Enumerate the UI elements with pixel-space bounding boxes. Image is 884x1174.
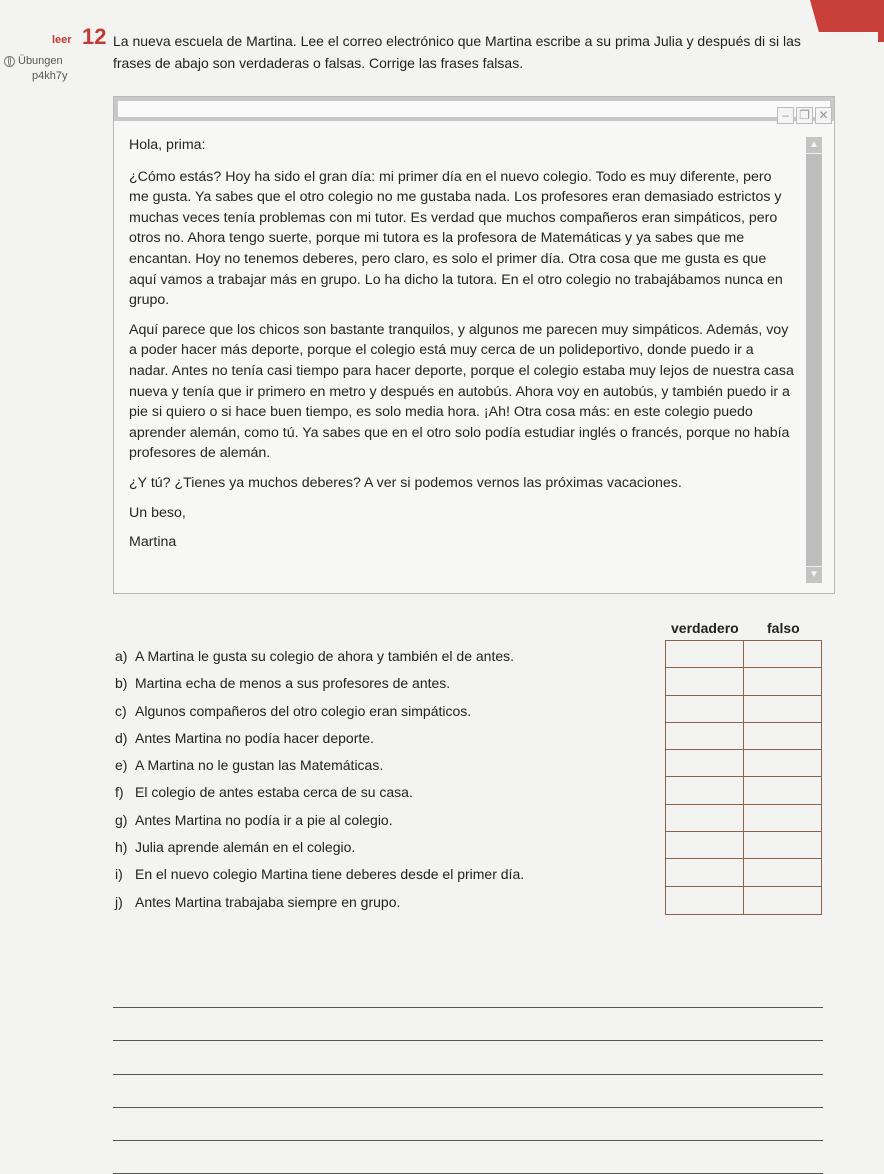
email-greeting: Hola, prima: xyxy=(129,137,206,153)
exercise-instruction: La nueva escuela de Martina. Lee el correo electrónico que Martina escribe a su prima Julia y después di si las frases de abajo son verdaderas o falsas. Corrige las frases falsas. xyxy=(113,33,801,71)
grid-row xyxy=(666,750,821,777)
email-paragraph: ¿Cómo estás? Hoy ha sido el gran día: mi primer día en el nuevo colegio. Todo es muy diferente, pero me gusta. Ya sabes que el otro colegio no me gustaba nada. Los profesores eran demasiado estrictos y muchas veces tenía problemas con mi tutor. Es verdad que muchos compañeros eran simpáticos, pero otros no. Ahora tengo suerte, porque mi tutora es la profesora de Matemáticas y ya sabes que me encantan. Hoy no tenemos deberes, pero claro, es solo el primer día. Otra cosa que me gusta es que aquí vamos a trabajar más en grupo. Lo ha dicho la tutora. En el otro colegio no trabajábamos nunca en grupo. xyxy=(129,168,783,309)
scroll-up-icon[interactable]: ▲ xyxy=(806,137,822,154)
online-code: p4kh7y xyxy=(32,70,68,82)
statement-item xyxy=(115,863,524,890)
statement-item xyxy=(115,781,524,808)
page-corner-tab-edge xyxy=(878,28,884,42)
statement-label: h) xyxy=(115,839,128,856)
exercise-number: 12 xyxy=(82,24,107,49)
answer-line[interactable] xyxy=(113,1041,823,1074)
statement-item xyxy=(115,891,524,918)
email-body xyxy=(129,135,794,562)
answer-line[interactable] xyxy=(113,1008,823,1041)
true-false-grid xyxy=(665,640,822,915)
true-checkbox-cell[interactable] xyxy=(666,887,744,914)
statement-text: Julia aprende alemán en el colegio. xyxy=(135,839,356,856)
statement-item xyxy=(115,836,524,863)
window-controls xyxy=(777,107,832,124)
statement-label: e) xyxy=(115,757,128,774)
statement-label: a) xyxy=(115,648,128,664)
statement-item xyxy=(115,672,524,699)
false-checkbox-cell[interactable] xyxy=(744,696,821,722)
true-checkbox-cell[interactable] xyxy=(666,696,744,722)
statement-text: Antes Martina trabajaba siempre en grupo. xyxy=(135,893,401,910)
true-checkbox-cell[interactable] xyxy=(666,750,744,776)
statement-label: f) xyxy=(115,784,124,801)
statement-item xyxy=(115,645,524,672)
skill-tag: leer xyxy=(52,34,72,46)
correction-lines xyxy=(113,975,823,1174)
statement-label: d) xyxy=(115,729,128,746)
true-checkbox-cell[interactable] xyxy=(666,777,744,803)
minimize-icon[interactable]: – xyxy=(777,107,794,124)
false-checkbox-cell[interactable] xyxy=(744,859,821,885)
column-header-true: verdadero xyxy=(671,620,739,636)
column-header-false: falso xyxy=(767,620,800,636)
globe-icon xyxy=(4,56,15,67)
statement-label: g) xyxy=(115,811,128,828)
grid-row xyxy=(666,887,821,914)
statement-item xyxy=(115,809,524,836)
true-checkbox-cell[interactable] xyxy=(666,805,744,831)
statement-label: b) xyxy=(115,675,128,692)
email-paragraph: Aquí parece que los chicos son bastante tranquilos, y algunos me parecen muy simpáticos. Además, voy a poder hacer más deporte, porque el colegio está muy cerca de un polideportivo, donde puedo ir a nadar. Antes no tenía casi tiempo para hacer deporte, porque el colegio estaba muy lejos de nuestra casa nueva y tenía que ir primero en metro y después en autobús. Ahora voy en autobús, y también puedo ir a pie si quiero o si hace buen tiempo, es solo media hora. ¡Ah! Otra cosa más: en este colegio puedo aprender alemán, como tú. Ya sabes que en el otro solo podía estudiar inglés o francés, porque no había profesores de alemán. xyxy=(129,321,794,462)
false-checkbox-cell[interactable] xyxy=(744,777,821,803)
true-checkbox-cell[interactable] xyxy=(666,723,744,749)
answer-line[interactable] xyxy=(113,1108,823,1141)
grid-row xyxy=(666,641,821,668)
statement-text: Antes Martina no podía hacer deporte. xyxy=(135,729,374,746)
false-checkbox-cell[interactable] xyxy=(744,668,821,694)
statement-text: Algunos compañeros del otro colegio eran simpáticos. xyxy=(135,702,472,719)
email-closing: Un beso, xyxy=(129,504,186,521)
grid-row xyxy=(666,777,821,804)
grid-row xyxy=(666,696,821,723)
true-checkbox-cell[interactable] xyxy=(666,668,744,694)
false-checkbox-cell[interactable] xyxy=(744,723,821,749)
page-corner-tab xyxy=(810,0,884,32)
statement-text: El colegio de antes estaba cerca de su casa. xyxy=(135,784,413,801)
statement-item xyxy=(115,754,524,781)
answer-line[interactable] xyxy=(113,975,823,1008)
maximize-icon[interactable]: ❐ xyxy=(796,107,813,124)
statement-label: j) xyxy=(115,893,123,910)
statement-list xyxy=(115,645,524,918)
statement-label: c) xyxy=(115,702,127,719)
online-label: Übungen xyxy=(18,55,63,67)
grid-row xyxy=(666,805,821,832)
grid-row xyxy=(666,859,821,886)
statement-text: Antes Martina no podía ir a pie al colegio. xyxy=(135,811,393,828)
statement-label: i) xyxy=(115,866,123,883)
false-checkbox-cell[interactable] xyxy=(744,805,821,831)
email-paragraph: ¿Y tú? ¿Tienes ya muchos deberes? A ver si podemos vernos las próximas vacaciones. xyxy=(129,474,682,491)
statement-text: En el nuevo colegio Martina tiene deberes desde el primer día. xyxy=(135,866,525,883)
false-checkbox-cell[interactable] xyxy=(744,641,821,667)
false-checkbox-cell[interactable] xyxy=(744,750,821,776)
statement-text: A Martina le gusta su colegio de ahora y también el de antes. xyxy=(135,648,515,664)
online-exercises-link[interactable] xyxy=(4,55,63,67)
true-checkbox-cell[interactable] xyxy=(666,641,744,667)
close-icon[interactable]: ✕ xyxy=(815,107,832,124)
false-checkbox-cell[interactable] xyxy=(744,887,821,914)
answer-line[interactable] xyxy=(113,1075,823,1108)
true-checkbox-cell[interactable] xyxy=(666,859,744,885)
grid-row xyxy=(666,832,821,859)
statement-item xyxy=(115,700,524,727)
vertical-scrollbar[interactable] xyxy=(806,137,822,583)
false-checkbox-cell[interactable] xyxy=(744,832,821,858)
statement-text: Martina echa de menos a sus profesores de antes. xyxy=(135,675,451,692)
email-window xyxy=(113,96,835,594)
true-checkbox-cell[interactable] xyxy=(666,832,744,858)
statement-text: A Martina no le gustan las Matemáticas. xyxy=(135,757,384,774)
email-signature: Martina xyxy=(129,534,177,551)
statement-item xyxy=(115,727,524,754)
scroll-down-icon[interactable]: ▼ xyxy=(806,566,822,583)
grid-row xyxy=(666,723,821,750)
answer-line[interactable] xyxy=(113,1141,823,1174)
window-titlebar xyxy=(114,97,834,121)
grid-row xyxy=(666,668,821,695)
